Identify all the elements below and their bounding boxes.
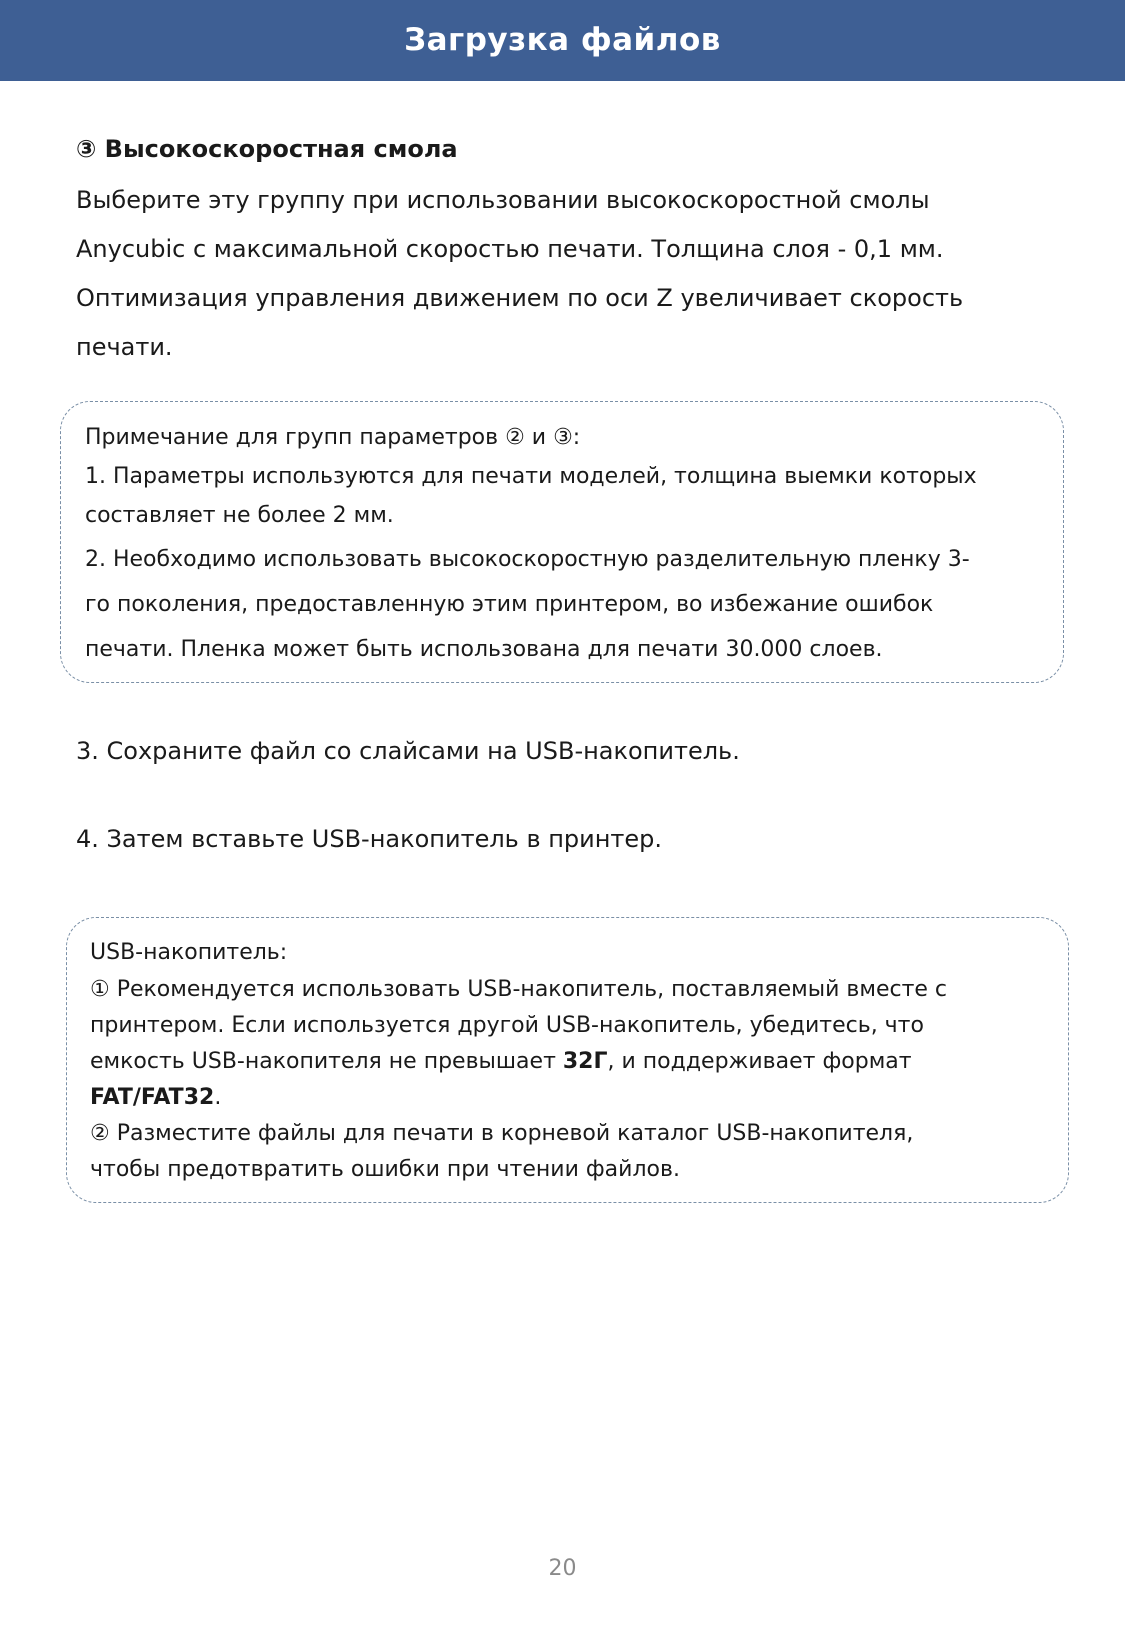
- paragraph-line: печати.: [76, 333, 173, 361]
- usb-note-line: принтером. Если используется другой USB-накопитель, убедитесь, что: [90, 1013, 924, 1038]
- paragraph-line: Выберите эту группу при использовании высокоскоростной смолы: [76, 186, 930, 214]
- usb-note-line: [90, 1047, 912, 1077]
- page-title: Загрузка файлов: [404, 21, 721, 58]
- page-header: [0, 0, 1125, 81]
- note-line: 2. Необходимо использовать высокоскоростную разделительную пленку 3-: [85, 547, 970, 572]
- usb-note-line: чтобы предотвратить ошибки при чтении файлов.: [90, 1157, 680, 1182]
- note-line: печати. Пленка может быть использована для печати 30.000 слоев.: [85, 637, 883, 662]
- page-number: 20: [548, 1556, 577, 1581]
- usb-note-line: ② Разместите файлы для печати в корневой каталог USB-накопителя,: [90, 1121, 914, 1146]
- note-line: 1. Параметры используются для печати моделей, толщина выемки которых: [85, 464, 977, 489]
- usb-note-text: , и поддерживает формат: [607, 1049, 912, 1074]
- section-heading: ③ Высокоскоростная смола: [76, 135, 458, 163]
- usb-note-text: .: [214, 1085, 222, 1110]
- file-system-format: FAT/FAT32: [90, 1085, 215, 1110]
- paragraph-line: Anycubic с максимальной скоростью печати. Толщина слоя - 0,1 мм.: [76, 235, 944, 263]
- note-line: го поколения, предоставленную этим принтером, во избежание ошибок: [85, 592, 934, 617]
- usb-note-heading: USB-накопитель:: [90, 940, 288, 965]
- usb-note-line: ① Рекомендуется использовать USB-накопитель, поставляемый вместе с: [90, 977, 948, 1002]
- capacity-limit: 32Г: [562, 1049, 608, 1074]
- usb-note-text: емкость USB-накопителя не превышает: [90, 1049, 563, 1074]
- note-heading: Примечание для групп параметров ② и ③:: [85, 425, 581, 450]
- step-insert-usb: 4. Затем вставьте USB-накопитель в принтер.: [76, 825, 663, 853]
- step-save-file: 3. Сохраните файл со слайсами на USB-накопитель.: [76, 737, 740, 765]
- paragraph-line: Оптимизация управления движением по оси Z увеличивает скорость: [76, 284, 964, 312]
- note-line: составляет не более 2 мм.: [85, 503, 394, 528]
- usb-note-line: [90, 1083, 221, 1113]
